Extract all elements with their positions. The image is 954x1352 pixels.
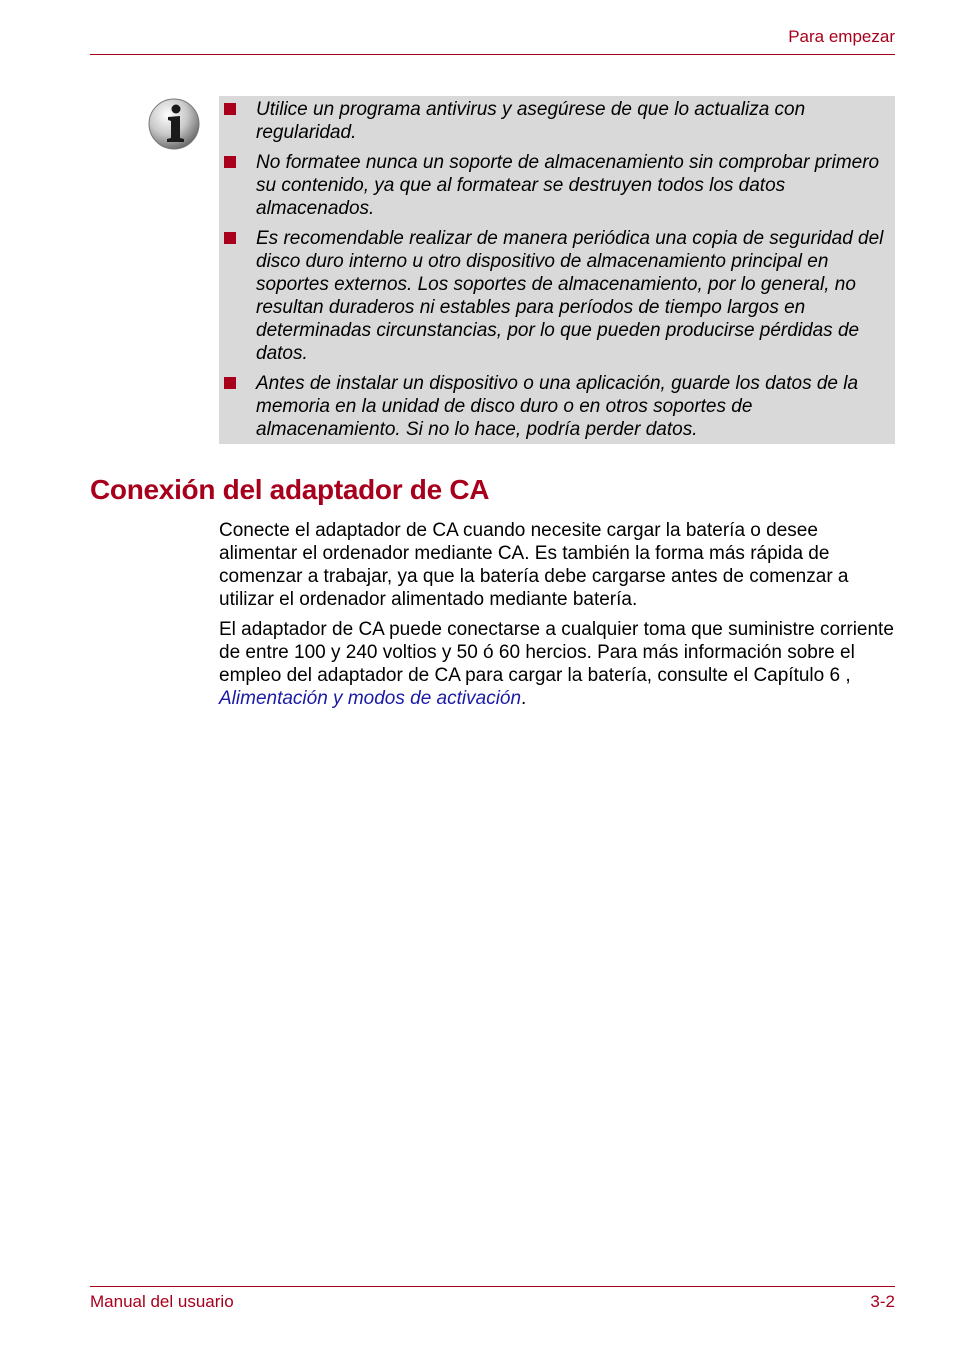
header-rule bbox=[90, 54, 895, 55]
running-header: Para empezar bbox=[788, 27, 895, 46]
page-number: 3-2 bbox=[870, 1292, 895, 1311]
paragraph-end: . bbox=[521, 688, 527, 709]
note-box bbox=[219, 96, 895, 444]
bullet-square-icon bbox=[224, 377, 236, 389]
section-body bbox=[219, 519, 899, 717]
info-icon bbox=[147, 97, 201, 151]
chapter-link[interactable]: Alimentación y modos de activación bbox=[219, 688, 522, 709]
note-item: Es recomendable realizar de manera periódica una copia de seguridad del disco duro interno u otro dispositivo de almacenamiento principal en soportes externos. Los soportes de almacenamiento, por lo general, no resultan duraderos ni estables para períodos de tiempo largos en determinadas circunstancias, por lo que pueden producirse pérdidas de datos. bbox=[219, 227, 887, 365]
footer-rule bbox=[90, 1286, 895, 1287]
footer-title: Manual del usuario bbox=[90, 1292, 234, 1311]
note-item: No formatee nunca un soporte de almacenamiento sin comprobar primero su contenido, ya que al formatear se destruyen todos los datos almacenados. bbox=[219, 151, 887, 220]
paragraph-text: El adaptador de CA puede conectarse a cualquier toma que suministre corriente de entre 100 y 240 voltios y 50 ó 60 hercios. Para más información sobre el empleo del adaptador de CA para cargar la batería, consulte el Capítulo 6 , bbox=[219, 619, 894, 686]
section-heading: Conexión del adaptador de CA bbox=[90, 474, 490, 505]
note-item: Utilice un programa antivirus y asegúrese de que lo actualiza con regularidad. bbox=[219, 98, 887, 144]
paragraph bbox=[219, 618, 899, 710]
bullet-square-icon bbox=[224, 103, 236, 115]
bullet-square-icon bbox=[224, 232, 236, 244]
bullet-square-icon bbox=[224, 156, 236, 168]
paragraph: Conecte el adaptador de CA cuando necesite cargar la batería o desee alimentar el ordenador mediante CA. Es también la forma más rápida de comenzar a trabajar, ya que la batería debe cargarse antes de comenzar a utilizar el ordenador alimentado mediante batería. bbox=[219, 520, 849, 610]
note-item: Antes de instalar un dispositivo o una aplicación, guarde los datos de la memoria en la unidad de disco duro o en otros soportes de almacenamiento. Si no lo hace, podría perder datos. bbox=[219, 372, 887, 441]
